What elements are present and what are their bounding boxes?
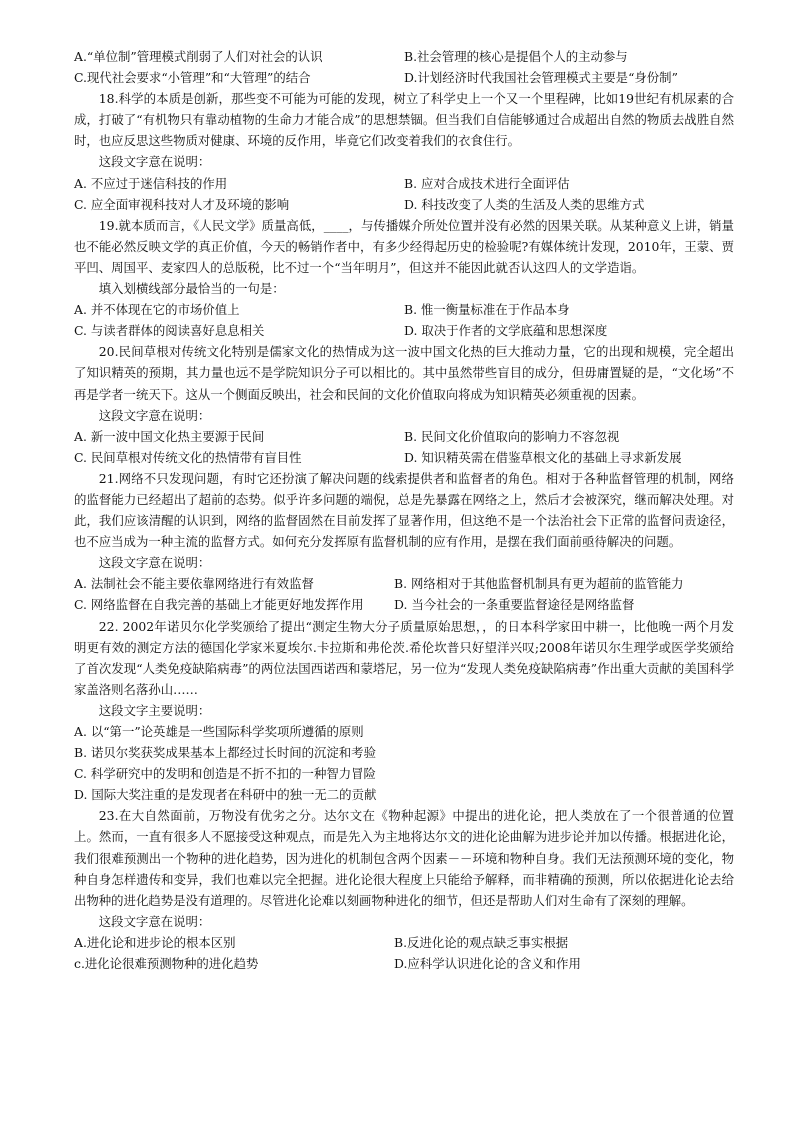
q22-option-d: D. 国际大奖注重的是发现者在科研中的独一无二的贡献 <box>74 787 377 803</box>
q20-stem: 这段文字意在说明： <box>98 407 211 423</box>
q19-option-b: B. 惟一衡量标准在于作品本身 <box>404 302 570 318</box>
q21-passage: 21.网络不只发现问题，有时它还扮演了解决问题的线索提供者和监督者的角色。相对于各种监督管理的机制，网络的监督能力已经超出了超前的态势。似乎许多问题的端倪，总是先暴露在网络之上，然后才会被深究，继而解决处理。对此，我们应该清醒的认识到，网络的监督固然在目前发挥了显著作用，但这绝不是一个法治社会下正常的监督问责途径，也不应当成为一种主流的监督方式。如何充分发挥原有监督机制的应有作用，是摆在我们面前亟待解决的问题。 <box>74 470 734 550</box>
q19-option-a: A. 并不体现在它的市场价值上 <box>74 302 240 318</box>
q21-option-d: D. 当今社会的一条重要监督途径是网络监督 <box>394 597 635 613</box>
q23-option-a: A.进化论和进步论的根本区别 <box>74 934 236 950</box>
q18-option-d: D. 科技改变了人类的生活及人类的思维方式 <box>404 196 645 212</box>
q19-stem: 填入划横线部分最恰当的一句是： <box>98 281 285 297</box>
q20-passage: 20.民间草根对传统文化特别是儒家文化的热情成为这一波中国文化热的巨大推动力量，它的出现和规模，完全超出了知识精英的预期，其力量也远不是学院知识分子可以相比的。其中虽然带些盲目的成分，但毋庸置疑的是，“文化场”不再是学者一统天下。这从一个侧面反映出，社会和民间的文化价值取向将成为知识精英必须重视的因素。 <box>74 344 734 402</box>
q22-passage: 22. 2002年诺贝尔化学奖颁给了提出“测定生物大分子质量原始思想，，的日本科学家田中耕一，比他晚一两个月发明更有效的测定方法的德国化学家米夏埃尔.卡拉斯和弗伦茨.希伦坎普只好望洋兴叹;2008年诺贝尔生理学或医学奖颁给了首次发现“人类免疫缺陷病毒”的两位法国西诺西和蒙塔尼，另一位为“发现人类免疫缺陷病毒”作出重大贡献的美国科学家盖洛则名落孙山…… <box>74 618 734 697</box>
q22-option-b: B. 诺贝尔奖获奖成果基本上都经过长时间的沉淀和考验 <box>74 745 376 761</box>
q20-options <box>74 426 734 468</box>
q18-stem: 这段文字意在说明： <box>98 154 211 170</box>
q18-option-b: B. 应对合成技术进行全面评估 <box>404 175 570 191</box>
q20-option-a: A. 新一波中国文化热主要源于民间 <box>74 428 265 444</box>
q21-option-c: C. 网络监督在自我完善的基础上才能更好地发挥作用 <box>74 597 364 613</box>
q23-option-b: B.反进化论的观点缺乏事实根据 <box>394 934 569 950</box>
q18-option-a: A. 不应过于迷信科技的作用 <box>74 175 228 191</box>
q21-option-a: A. 法制社会不能主要依靠网络进行有效监督 <box>74 576 314 592</box>
q19-options <box>74 299 734 341</box>
q22-options <box>74 721 734 805</box>
q22-option-c: C. 科学研究中的发明和创造是不折不扣的一种智力冒险 <box>74 766 376 782</box>
q18-passage: 18.科学的本质是创新，那些变不可能为可能的发现，树立了科学史上一个又一个里程碑，比如19世纪有机尿素的合成，打破了“有机物只有靠动植物的生命力才能合成”的思想禁锢。但当我们自信能够通过合成超出自然的物质去战胜自然时，也应反思这些物质对健康、环境的反作用，毕竟它们改变着我们的衣食住行。 <box>74 91 734 149</box>
q23-options <box>74 932 734 974</box>
q17-options <box>74 46 734 88</box>
q20-option-c: C. 民间草根对传统文化的热情带有盲目性 <box>74 449 302 465</box>
q22-stem: 这段文字主要说明： <box>98 702 211 718</box>
q21-option-b: B. 网络相对于其他监督机制具有更为超前的监管能力 <box>394 576 684 592</box>
exam-page <box>74 46 734 974</box>
q21-stem: 这段文字意在说明： <box>98 555 211 571</box>
q19-passage: 19.就本质而言，《人民文学》质量高低，____，与传播媒介所处位置并没有必然的因果关联。从某种意义上讲，销量也不能必然反映文学的真正价值，今天的畅销作者中，有多少经得起历史的检验呢?有媒体统计发现，2010年，王蒙、贾平凹、周国平、麦家四人的总版税，比不过一个“当年明月”，但这并不能因此就否认这四人的文学造诣。 <box>74 217 734 275</box>
q17-option-a: A.“单位制”管理模式削弱了人们对社会的认识 <box>74 49 323 64</box>
q18-options <box>74 173 734 215</box>
q23-option-c: c.进化论很难预测物种的进化趋势 <box>74 956 259 972</box>
q19-option-d: D. 取决于作者的文学底蕴和思想深度 <box>404 323 608 339</box>
q20-option-d: D. 知识精英需在借鉴草根文化的基础上寻求新发展 <box>404 449 682 465</box>
q23-passage: 23.在大自然面前，万物没有优劣之分。达尔文在《物种起源》中提出的进化论，把人类放在了一个很普通的位置上。然而，一直有很多人不愿接受这种观点，而是先入为主地将达尔文的进化论曲解为进步论并加以传播。根据进化论，我们很难预测出一个物种的进化趋势，因为进化的机制包含两个因素－－环境和物种自身。我们无法预测环境的变化，物种自身怎样遗传和变异，我们也难以完全把握。进化论很大程度上只能给予解释，而非精确的预测，所以依据进化论去给出物种的进化趋势是没有道理的。尽管进化论难以刻画物种进化的细节，但还是帮助人们对生命有了深刻的理解。 <box>74 808 734 908</box>
q23-option-d: D.应科学认识进化论的含义和作用 <box>394 956 581 972</box>
q20-option-b: B. 民间文化价值取向的影响力不容忽视 <box>404 428 620 444</box>
q21-options <box>74 573 734 615</box>
q17-option-b: B.社会管理的核心是提倡个人的主动参与 <box>404 49 628 64</box>
q17-option-c: C.现代社会要求“小管理”和“大管理”的结合 <box>74 70 311 86</box>
q22-option-a: A. 以“第一”论英雄是一些国际科学奖项所遵循的原则 <box>74 724 364 739</box>
q23-stem: 这段文字意在说明： <box>98 913 211 929</box>
q18-option-c: C. 应全面审视科技对人才及环境的影响 <box>74 196 290 212</box>
q19-option-c: C. 与读者群体的阅读喜好息息相关 <box>74 323 265 339</box>
q17-option-d: D.计划经济时代我国社会管理模式主要是“身份制” <box>404 70 678 86</box>
